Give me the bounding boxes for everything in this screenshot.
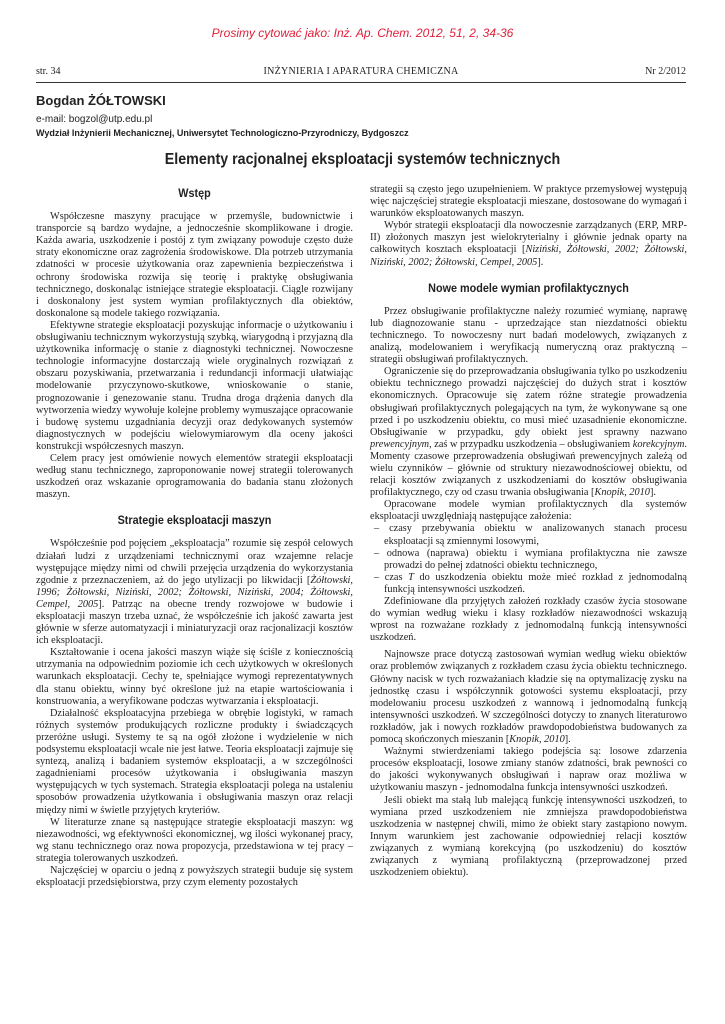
list-item: – czas T do uszkodzenia obiektu może mieć rozkład z jednomodalną funkcją intensywności uszkodzeń. xyxy=(370,572,687,596)
term-correction: korekcyjnym xyxy=(632,438,685,450)
term-prevention: prewencyjnym xyxy=(370,438,430,450)
assumptions-list xyxy=(370,523,687,596)
author-affiliation: Wydział Inżynierii Mechanicznej, Uniwersytet Technologiczno-Przyrodniczy, Bydgoszcz xyxy=(36,128,409,138)
author-email: e-mail: bogzol@utp.edu.pl xyxy=(36,114,153,125)
citation-ref: Żółtowski, 1996; Żółtowski, Niziński, 2002; Żółtowski, Niziński, 2004; Żółtowski, Cempel, 2005 xyxy=(36,574,353,610)
section-heading-models: Nowe modele wymian profilaktycznych xyxy=(428,282,629,295)
paragraph: Wybór strategii eksploatacji dla nowoczesnie zarządzanych (ERP, MRP-II) złożonych maszyn jest wielokryterialny i głównie jednak oparty na całkowitych kosztach eksploatacji [Niziński, Żółtowski, 2002; Żółtowski, Niziński, 2002; Żółtowski, Cempel, 2005]. xyxy=(370,220,687,268)
paragraph: Celem pracy jest omówienie nowych elementów strategii eksploatacji według stanu technicznego, zaproponowanie nowej strategii tolerowanych uszkodzeń oraz wskazanie oprogramowania do badania stanu złożonych maszyn. xyxy=(36,452,353,501)
running-header xyxy=(36,66,686,80)
paragraph: Opracowane modele wymian profilaktycznych dla systemów eksploatacji uwzględniają następujące założenia: xyxy=(370,499,687,523)
paragraph: Działalność eksploatacyjna przebiega w obrębie logistyki, w ramach różnych systemów produkujących rozliczne produkty i świadczących przeróżne usługi. Systemy te są na ogół złożone i wydzielenie w nich podsystemu eksploatacji wcale nie jest łatwe. Teoria eksploatacji zajmuje się syntezą, analizą i badaniem systemów eksploatacji, a w szczególności zagadnieniami procesów użytkowania i obsługiwania maszyn występujących w tych systemach. Strategia eksploatacji polega na ustaleniu sposobów prowadzenia użytkowania i obsługiwania maszyn oraz relacji między nimi w świetle przyjętych kryteriów. xyxy=(36,707,353,816)
paragraph: strategii są często jego uzupełnieniem. W praktyce przemysłowej występują więc najczęściej strategie eksploatacji mieszane, dostosowane do wymagań i warunków eksploatowanych maszyn. xyxy=(370,184,687,220)
section-heading-intro: Wstęp xyxy=(178,188,211,200)
header-rule xyxy=(36,82,686,83)
paragraph: W literaturze znane są następujące strategie eksploatacji maszyn: wg niezawodności, wg efektywności ekonomicznej, wg ilości wykonanej pracy, wg stanu technicznego oraz nowa propozycja, przedstawiona w tej pracy – strategia tolerowanych uszkodzeń. xyxy=(36,816,353,864)
paragraph: Zdefiniowane dla przyjętych założeń rozkłady czasów życia stosowane do wymian według wieku i klasy rozkładów niezawodności wskazują wprost na rozważane rozkłady z jednomodalną funkcją intensywności uszkodzeń. xyxy=(370,596,687,644)
section-heading-strategies: Strategie eksploatacji maszyn xyxy=(117,515,272,528)
issue-number: Nr 2/2012 xyxy=(645,66,686,77)
paragraph: Efektywne strategie eksploatacji pozyskując informacje o użytkowaniu i obsługiwaniu technicznym wykorzystują szybką, wiarygodną i przyjazną dla użytkownika informację o stanie z diagnostyki technicznej. Nowoczesne technologie informacyjne dostarczają wiele oryginalnych rozwiązań z obszaru pozyskiwania, przetwarzania i redundancji informacji ułatwiając modelowanie przyczynowo-skutkowe, wnioskowanie o stanie, prognozowanie i genezowanie stanu. Trudna droga drążenia danych dla wytworzenia wiedzy wywołuje kolejne problemy wymuszające opracowanie i budowę systemu uzgadniania decyzji oraz dedykowanych systemów diagnostycznych w podejściu wielowymiarowym dla oceny jakości konstrukcji współczesnych maszyn. xyxy=(36,319,353,452)
list-item: – czasy przebywania obiektu w analizowanych stanach procesu eksploatacji są zmiennymi losowymi, xyxy=(370,523,687,547)
page-number: str. 34 xyxy=(36,66,61,77)
author-name: Bogdan ŻÓŁTOWSKI xyxy=(36,93,166,108)
paragraph: Najczęściej w oparciu o jedną z powyższych strategii buduje się system eksploatacji przedsiębiorstwa, przy czym elementy pozostałych xyxy=(36,864,353,889)
paragraph: Ograniczenie się do przeprowadzania obsługiwania tylko po uszkodzeniu obiektu technicznego prowadzi najczęściej do dużych strat i kosztów ekonomicznych. Opracowuje się zatem różne strategie prowadzenia obsługiwań profilaktycznych polegających na tym, że wykonywane są one przed i po uszkodzeniu obiektu, co musi mieć uzasadnienie ekonomiczne. Obsługiwanie w przypadku, gdy obiekt jest sprawny nazwano prewencyjnym, zaś w przypadku uszkodzenia – obsługiwaniem korekcyjnym. Momenty czasowe przeprowadzenia obsługiwań prewencyjnych zależą od wielu czynników – głównie od struktury niezawodnościowej obiektu, od relacji kosztów związanych z uszkodzeniami do kosztów obsługiwania profilaktycznego, czy od czasu trwania obsługiwania [Knopik, 2010]. xyxy=(370,366,687,499)
citation-ref: Knopik, 2010 xyxy=(509,734,565,746)
paragraph: Ważnymi stwierdzeniami takiego podejścia są: losowe zdarzenia procesów eksploatacji, losowe zmiany stanów zdatności, brak pewności co do jakości wykonywanych obsługiwań i napraw oraz możliwa w użytkowaniu maszyn - jednomodalna funkcja intensywności uszkodzeń. xyxy=(370,746,687,794)
left-column xyxy=(36,184,353,889)
paragraph: Współczesne maszyny pracujące w przemyśle, budownictwie i transporcie są bardzo wydajne, a jednocześnie skomplikowane i drogie. Każda awaria, uszkodzenie i postój z tym związany powoduje często duże straty ekonomiczne oraz zagrożenia środowiskowe. Dla potrzeb utrzymania zdatności w procesie użytkowania oraz zapewnienia bezpieczeństwa i ochrony środowiska rozwija się teorię i praktykę obsługiwania technicznego, doskonaląc istniejące strategie eksploatacji. Ciągle rozwijany i doskonalony jest system wymian profilaktycznych dla obiektów, doskonalone są modele takiego rozwiązania. xyxy=(36,211,353,319)
list-item: – odnowa (naprawa) obiektu i wymiana profilaktyczna nie zawsze prowadzi do pełnej zdatności obiektu technicznego, xyxy=(370,548,687,572)
right-column xyxy=(370,184,687,879)
journal-name: INŻYNIERIA I APARATURA CHEMICZNA xyxy=(263,66,459,77)
paragraph: Kształtowanie i ocena jakości maszyn wiąże się ściśle z koniecznością utrzymania na odpowiednim poziomie ich cech użytkowych w określonych warunkach eksploatacji. Cechy te, spełniające wymogi reprezentatywnych dla stanu obiektu, winny być określone już na etapie wartościowania i konstruowania, a weryfikowane podczas wytwarzania i eksploatacji. xyxy=(36,647,353,707)
citation-note: Prosimy cytować jako: Inż. Ap. Chem. 2012, 51, 2, 34-36 xyxy=(211,26,514,40)
citation-ref: Niziński, Żółtowski, 2002; Żółtowski, Niziński, 2002; Żółtowski, Cempel, 2005 xyxy=(370,244,687,268)
paragraph: Jeśli obiekt ma stałą lub malejącą funkcję intensywności uszkodzeń, to wymiana przed uszkodzeniem nie zmniejsza prawdopodobieństwa uszkodzenia w następnej chwili, mimo że obiekt stary zastąpiono nowym. Innym warunkiem jest zachowanie odpowiedniej relacji kosztów związanych z wymianą korekcyjną (po uszkodzeniu) do kosztów związanych z wymianą profilaktyczną (przeprowadzonej przed uszkodzeniem obiektu). xyxy=(370,794,687,879)
paragraph: Przez obsługiwanie profilaktyczne należy rozumieć wymianę, naprawę lub diagnozowanie stanu - uprzedzające stan niezdatności obiektu technicznego. To nowoczesny nurt badań modelowych, związanych z analizą, modelowaniem i weryfikacją numeryczną oraz praktyczną – strategii obsługiwań profilaktycznych. xyxy=(370,305,687,366)
paragraph: Najnowsze prace dotyczą zastosowań wymian według wieku obiektów oraz problemów związanych z rozkładem czasu życia obiektu technicznego. Główny nacisk w tych rozważaniach kładzie się na optymalizację zysku na jednostkę czasu i współczynnik gotowości systemu eksploatacji, przy modelowaniu procesu uszkodzeń z wannową i jednomodalną funkcją intensywności uszkodzeń. W szczególności dotyczy to znanych literaturowo rozkładów, jak i nowych rozkładów prawdopodobieństwa budowanych za pomocą skończonych mieszanin [Knopik, 2010]. xyxy=(370,649,687,746)
paragraph: Współcześnie pod pojęciem „eksploatacja” rozumie się zespół celowych działań ludzi z urządzeniami technicznymi oraz wzajemne relacje występujące między nimi od chwili przejęcia urządzenia do wykorzystania zgodnie z przeznaczeniem, aż do jego utylizacji po likwidacji [Żółtowski, 1996; Żółtowski, Niziński, 2002; Żółtowski, Niziński, 2004; Żółtowski, Cempel, 2005]. Patrząc na obecne trendy rozwojowe w budowie i eksploatacji maszyn trzeba uznać, że współcześnie ich jakość zawarta jest głównie w sferze automatyzacji i miniaturyzacji oraz racjonalizacji kosztów ich eksploatacji. xyxy=(36,538,353,647)
article-title: Elementy racjonalnej eksploatacji systemów technicznych xyxy=(164,151,561,168)
citation-ref: Knopik, 2010 xyxy=(594,487,650,499)
